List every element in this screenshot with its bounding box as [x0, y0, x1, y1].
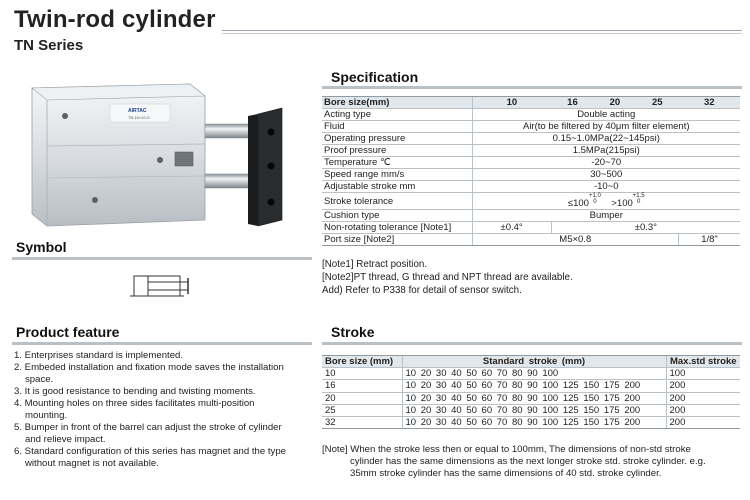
- tolerance-right-down: 0: [637, 199, 641, 205]
- spec-value: Bumper: [472, 210, 740, 222]
- brand-label: AIRTAC: [128, 108, 147, 114]
- symbol-divider: [12, 257, 312, 260]
- stroke-bore: 25: [322, 404, 402, 416]
- spec-value: Air(to be filtered by 40μm filter element): [472, 121, 740, 133]
- stroke-values: 10 20 30 40 50 60 70 80 90 100 125 150 175 200: [402, 392, 666, 404]
- feature-item: and relieve impact.: [25, 434, 106, 445]
- specification-table: [322, 96, 740, 246]
- spec-label: Proof pressure: [322, 145, 472, 157]
- model-label: TN 10×10-S: [128, 115, 150, 120]
- spec-value: ±0.3°: [551, 222, 740, 234]
- spec-value: 0.15~1.0MPa(22~145psi): [472, 133, 740, 145]
- stroke-bore: 16: [322, 380, 402, 392]
- spec-row: [322, 181, 740, 193]
- spec-row: [322, 157, 740, 169]
- stroke-max: 200: [666, 380, 740, 392]
- feature-item: 1. Enterprises standard is implemented.: [14, 350, 184, 361]
- stroke-max: 200: [666, 404, 740, 416]
- specification-heading: Specification: [331, 69, 419, 85]
- cylinder-symbol-icon: [128, 272, 190, 300]
- stroke-note: [322, 444, 742, 481]
- stroke-bore: 10: [322, 368, 402, 380]
- tolerance-right-up: +1.5: [632, 193, 645, 199]
- stroke-values: 10 20 30 40 50 60 70 80 90 100 125 150 175 200: [402, 380, 666, 392]
- table-row: [322, 392, 740, 404]
- stroke-note-line: 35mm stroke cylinder has the same dimensions of 40 std. stroke cylinder.: [350, 468, 662, 480]
- spec-label: Acting type: [322, 109, 472, 121]
- stroke-standard-header: Standard stroke (mm): [402, 356, 666, 368]
- spec-value: 1/8": [679, 234, 740, 246]
- tolerance-right-base: >100: [611, 198, 633, 209]
- spec-label: Adjustable stroke mm: [322, 181, 472, 193]
- cylinder-product-image: [20, 74, 295, 244]
- spec-header-row: [322, 97, 740, 109]
- spec-row: [322, 193, 740, 210]
- stroke-values: 10 20 30 40 50 60 70 80 90 100 125 150 175 200: [402, 416, 666, 428]
- spec-label: Cushion type: [322, 210, 472, 222]
- feature-item: 5. Bumper in front of the barrel can adjust the stroke of cylinder: [14, 422, 282, 433]
- stroke-heading: Stroke: [331, 324, 375, 340]
- spec-row: [322, 145, 740, 157]
- spec-label: Port size [Note2]: [322, 234, 472, 246]
- spec-value: [472, 193, 740, 210]
- stroke-header-row: [322, 356, 740, 368]
- spec-bore-32: 32: [679, 97, 740, 109]
- spec-value: ±0.4°: [472, 222, 551, 234]
- stroke-note-line: [Note] When the stroke less then or equal to 100mm, The dimensions of non-std stroke: [322, 444, 691, 455]
- spec-bore-label: Bore size(mm): [322, 97, 472, 109]
- stroke-values: 10 20 30 40 50 60 70 80 90 100 125 150 175 200: [402, 404, 666, 416]
- spec-bore-20: 20: [594, 97, 636, 109]
- stroke-table: [322, 355, 740, 429]
- stroke-bore-header: Bore size (mm): [322, 356, 402, 368]
- stroke-max-header: Max.std stroke: [666, 356, 740, 368]
- spec-row: [322, 133, 740, 145]
- spec-value: -10~0: [472, 181, 740, 193]
- stroke-max: 200: [666, 416, 740, 428]
- feature-item: mounting.: [25, 410, 68, 421]
- tolerance-left-down: 0: [593, 199, 597, 205]
- spec-value: 1.5MPa(215psi): [472, 145, 740, 157]
- table-row: [322, 416, 740, 428]
- feature-item: 3. It is good resistance to bending and twisting moments.: [14, 386, 256, 397]
- series-subtitle: TN Series: [14, 37, 84, 54]
- spec-label: Operating pressure: [322, 133, 472, 145]
- stroke-values: 10 20 30 40 50 60 70 80 90 100: [402, 368, 666, 380]
- spec-value: M5×0.8: [472, 234, 679, 246]
- spec-row: [322, 109, 740, 121]
- table-row: [322, 380, 740, 392]
- spec-value: Double acting: [472, 109, 740, 121]
- spec-note: [Note2]PT thread, G thread and NPT thread are available.: [322, 272, 573, 283]
- spec-label: Temperature ℃: [322, 157, 472, 169]
- spec-bore-16: 16: [551, 97, 593, 109]
- spec-row: [322, 169, 740, 181]
- specification-divider: [322, 86, 742, 89]
- stroke-divider: [322, 342, 742, 345]
- spec-value: 30~500: [472, 169, 740, 181]
- feature-item: 2. Embeded installation and fixation mode saves the installation: [14, 362, 284, 373]
- feature-item: 4. Mounting holes on three sides facilitates multi-position: [14, 398, 255, 409]
- stroke-bore: 20: [322, 392, 402, 404]
- spec-note: Add) Refer to P338 for detail of sensor switch.: [322, 285, 522, 296]
- spec-bore-10: 10: [472, 97, 551, 109]
- feature-divider: [12, 342, 312, 345]
- spec-bore-25: 25: [636, 97, 678, 109]
- symbol-heading: Symbol: [16, 239, 67, 255]
- feature-item: space.: [25, 374, 54, 385]
- feature-heading: Product feature: [16, 324, 120, 340]
- spec-label: Fluid: [322, 121, 472, 133]
- feature-item: without magnet is not available.: [25, 458, 159, 469]
- spec-row: [322, 121, 740, 133]
- table-row: [322, 368, 740, 380]
- spec-label: Speed range mm/s: [322, 169, 472, 181]
- spec-value: -20~70: [472, 157, 740, 169]
- spec-label: Non-rotating tolerance [Note1]: [322, 222, 472, 234]
- spec-row: [322, 234, 740, 246]
- spec-row: [322, 222, 740, 234]
- stroke-bore: 32: [322, 416, 402, 428]
- stroke-note-line: cylinder has the same dimensions as the next longer stroke std. stroke cylinder. e.g.: [350, 456, 706, 468]
- feature-item: 6. Standard configuration of this series has magnet and the type: [14, 446, 286, 457]
- title-divider: [222, 30, 742, 31]
- page-title: Twin-rod cylinder: [14, 6, 216, 33]
- spec-row: [322, 210, 740, 222]
- tolerance-left-base: ≤100: [567, 198, 589, 209]
- tolerance-left-up: +1.0: [588, 193, 601, 199]
- title-divider-secondary: [222, 33, 742, 34]
- spec-note: [Note1] Retract position.: [322, 259, 428, 270]
- table-row: [322, 404, 740, 416]
- stroke-max: 200: [666, 392, 740, 404]
- stroke-max: 100: [666, 368, 740, 380]
- feature-list: [14, 350, 314, 470]
- spec-label: Stroke tolerance: [322, 193, 472, 210]
